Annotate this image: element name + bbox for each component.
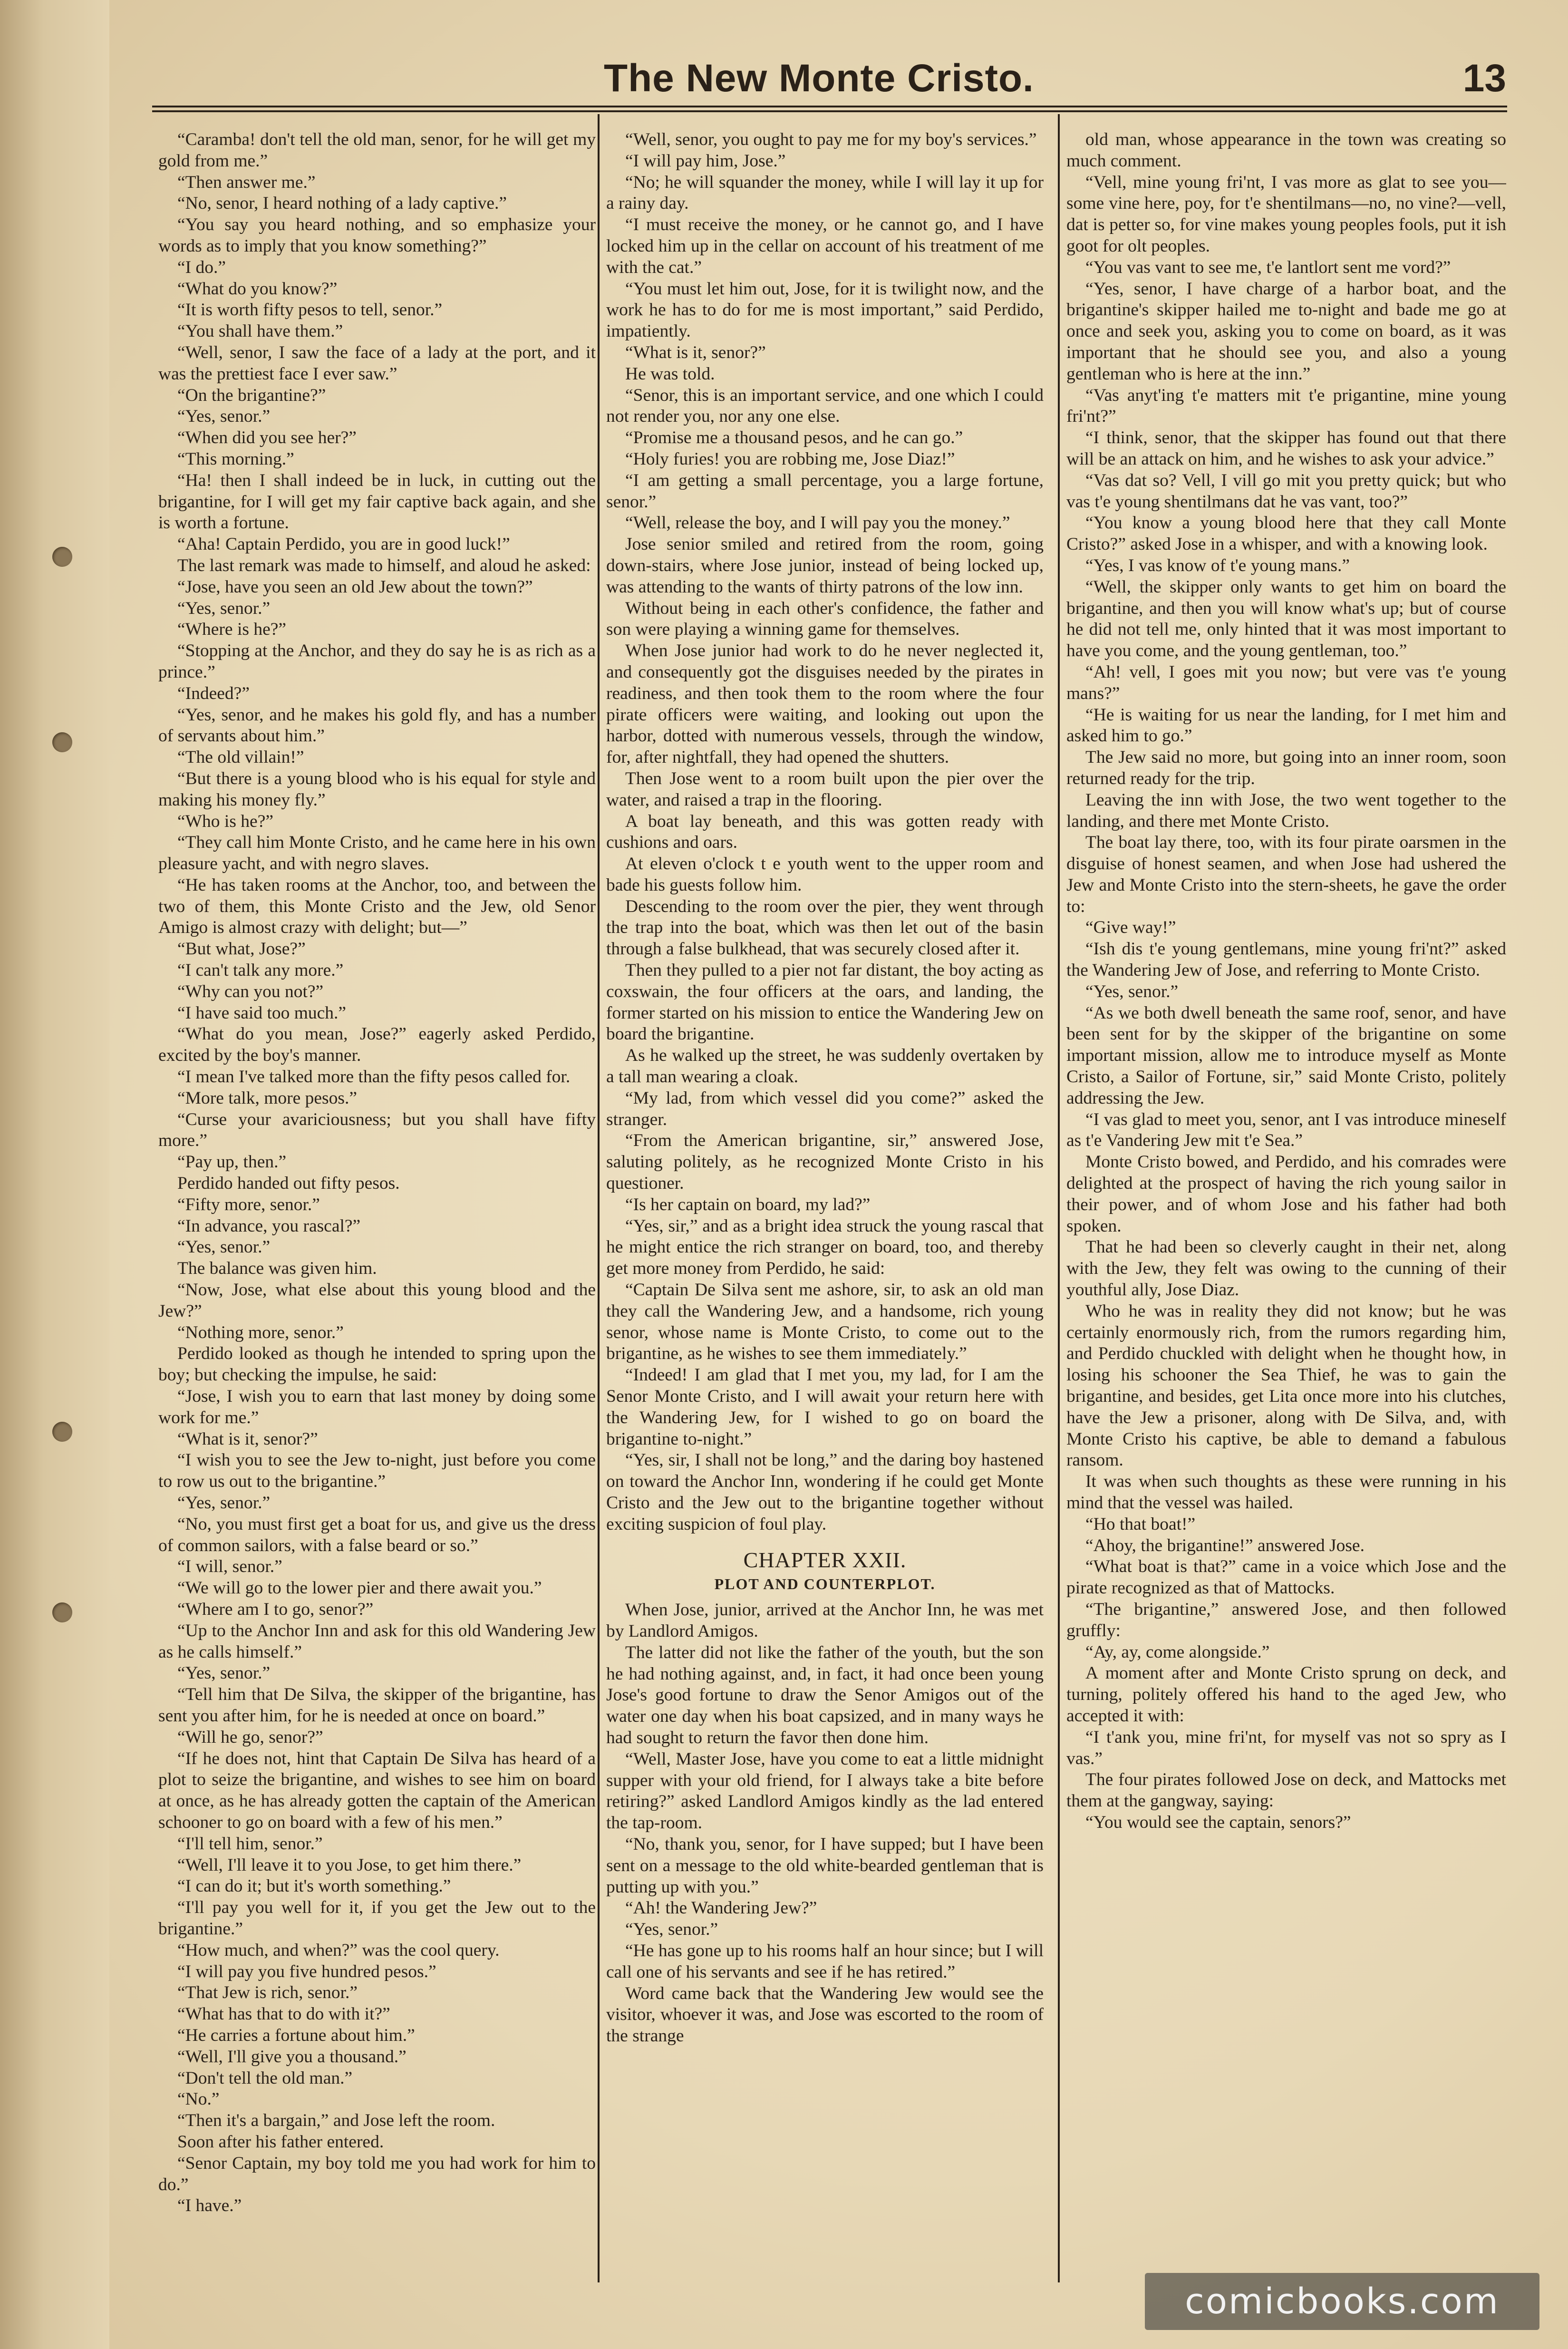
paragraph: “Yes, sir,” and as a bright idea struck the young rascal that he might entice the rich stranger on board, too, and thereby get more money from Perdido, he said: (606, 1216, 1044, 1279)
paragraph: “No, senor, I heard nothing of a lady captive.” (177, 194, 507, 214)
binding-edge (0, 0, 109, 2349)
paragraph: “Ahoy, the brigantine!” answered Jose. (1085, 1535, 1365, 1555)
paragraph: “I mean I've talked more than the fifty pesos called for. (177, 1067, 571, 1087)
paragraph: “He is waiting for us near the landing, for I met him and asked him to go.” (1066, 705, 1506, 746)
paragraph: “Then answer me.” (177, 172, 316, 192)
binding-hole (52, 732, 72, 752)
paragraph: “I can't talk any more.” (177, 961, 344, 980)
paragraph: “I think, senor, that the skipper has found out that there will be an attack on him, and he wishes to ask your advice.” (1066, 428, 1506, 469)
paragraph: “Ha! then I shall indeed be in luck, in cutting out the brigantine, for I will get my fair captive back again, and she is worth a fortune. (158, 470, 596, 533)
paragraph: “When did you see her?” (177, 428, 357, 448)
paragraph: Monte Cristo bowed, and Perdido, and his comrades were delighted at the prospect of having the rich young sailor in their power, and of whom Jose and his father had both spoken. (1066, 1152, 1506, 1236)
paragraph: “Where am I to go, senor?” (177, 1599, 374, 1619)
column-rule (1058, 114, 1060, 2282)
paragraph: “I will pay him, Jose.” (625, 151, 786, 171)
binding-hole (52, 1602, 72, 1622)
text-column-1 (158, 129, 596, 2279)
paragraph: “What boat is that?” came in a voice which Jose and the pirate recognized as that of Mattocks. (1066, 1557, 1506, 1598)
paragraph: “Yes, senor.” (177, 407, 271, 427)
paragraph: It was when such thoughts as these were running in his mind that the vessel was hailed. (1066, 1472, 1506, 1513)
paragraph: “I have.” (177, 2196, 242, 2216)
paragraph: “Jose, I wish you to earn that last money by doing some work for me.” (158, 1387, 596, 1427)
paragraph: “Will he go, senor?” (177, 1727, 323, 1747)
paragraph: “Don't tell the old man.” (177, 2068, 353, 2088)
paragraph: “I have said too much.” (177, 1003, 347, 1023)
paragraph: When Jose junior had work to do he never neglected it, and consequently got the disguises needed by the pirates in readiness, and then took them to the room where the four pirate officers were waiting, and looking out upon the harbor, dotted with numerous vessels, through the window, for, after nightfall, they had opened the shutters. (606, 641, 1044, 767)
paragraph: “I will, senor.” (177, 1557, 282, 1577)
paragraph: “Curse your avariciousness; but you shall have fifty more.” (158, 1109, 596, 1151)
paragraph: “Who is he?” (177, 811, 273, 831)
paragraph: “On the brigantine?” (177, 385, 326, 405)
paragraph: Word came back that the Wandering Jew would see the visitor, whoever it was, and Jose was escorted to the room of the strange (606, 1983, 1044, 2046)
paragraph: “Vas dat so? Vell, I vill go mit you pretty quick; but who vas t'e young shentilmans dat he vas vant, too?” (1066, 470, 1506, 512)
column-rule (598, 114, 600, 2282)
paragraph: “What has that to do with it?” (177, 2004, 390, 2024)
paragraph: “Is her captain on board, my lad?” (625, 1194, 871, 1214)
paragraph: “Captain De Silva sent me ashore, sir, to ask an old man they call the Wandering Jew, and a handsome, rich young senor, whose name is Monte Cristo, to come out to the brigantine, as he wishes to see them immediately.” (606, 1280, 1044, 1364)
paragraph: A moment after and Monte Cristo sprung on deck, and turning, politely offered his hand to the aged Jew, who accepted it with: (1066, 1663, 1506, 1726)
paragraph: “Indeed! I am glad that I met you, my lad, for I am the Senor Monte Cristo, and I will await your return here with the Wandering Jew, for I wished to go on board the brigantine to-night.” (606, 1365, 1044, 1449)
paragraph: “He carries a fortune about him.” (177, 2025, 415, 2045)
paragraph: He was told. (625, 364, 715, 384)
text-column-3 (1066, 129, 1506, 2279)
paragraph: “In advance, you rascal?” (177, 1216, 361, 1236)
paragraph: “Senor, this is an important service, and one which I could not render you, nor any one else. (606, 385, 1044, 427)
paragraph: “Ish dis t'e young gentlemans, mine young fri'nt?” asked the Wandering Jew of Jose, and referring to Monte Cristo. (1066, 939, 1506, 980)
paragraph: “Indeed?” (177, 683, 250, 703)
paragraph: “Well, senor, you ought to pay me for my boy's services.” (625, 130, 1037, 149)
paragraph: “You would see the captain, senors?” (1085, 1812, 1351, 1832)
paragraph: Perdido looked as though he intended to spring upon the boy; but checking the impulse, he said: (158, 1344, 596, 1385)
paragraph: “That Jew is rich, senor.” (177, 1983, 358, 2003)
paragraph: “Caramba! don't tell the old man, senor, for he will get my gold from me.” (158, 130, 596, 171)
paragraph: “Yes, senor.” (177, 1237, 271, 1257)
paragraph: “Now, Jose, what else about this young blood and the Jew?” (158, 1280, 596, 1321)
paragraph: “You shall have them.” (177, 321, 343, 341)
paragraph: Perdido handed out fifty pesos. (177, 1174, 400, 1194)
paragraph: “What is it, senor?” (625, 342, 766, 362)
paragraph: “Promise me a thousand pesos, and he can go.” (625, 428, 963, 448)
paragraph: “Holy furies! you are robbing me, Jose Diaz!” (625, 449, 955, 469)
paragraph: “My lad, from which vessel did you come?” asked the stranger. (606, 1088, 1044, 1129)
paragraph: “No, thank you, senor, for I have supped; but I have been sent on a message to the old white-bearded gentleman that is putting up with you.” (606, 1834, 1044, 1897)
page-title: The New Monte Cristo. (604, 57, 1034, 100)
paragraph: “I'll pay you well for it, if you get the Jew out to the brigantine.” (158, 1898, 596, 1939)
paragraph: “But there is a young blood who is his equal for style and making his money fly.” (158, 768, 596, 810)
paragraph: “This morning.” (177, 449, 294, 469)
paragraph: The Jew said no more, but going into an inner room, soon returned ready for the trip. (1066, 747, 1506, 788)
page-number: 13 (1462, 57, 1506, 100)
paragraph: “I am getting a small percentage, you a large fortune, senor.” (606, 470, 1044, 512)
paragraph: “You know a young blood here that they call Monte Cristo?” asked Jose in a whisper, and with a knowing look. (1066, 513, 1506, 554)
header-rule (152, 106, 1507, 107)
paragraph: “Yes, senor.” (177, 598, 271, 618)
paragraph: “Where is he?” (177, 620, 287, 640)
paragraph: “Yes, sir, I shall not be long,” and the daring boy hastened on toward the Anchor Inn, wondering if he could get Monte Cristo and the Jew out to the brigantine together without exciting suspicion of foul play. (606, 1450, 1044, 1534)
paragraph: “Well, I'll give you a thousand.” (177, 2047, 407, 2067)
paragraph: “As we both dwell beneath the same roof, senor, and have been sent for by the skipper of the brigantine on some important mission, allow me to introduce myself as Monte Cristo, a Sailor of Fortune, sir,” said Monte Cristo, politely addressing the Jew. (1066, 1003, 1506, 1108)
paragraph: “Ah! vell, I goes mit you now; but vere vas t'e young mans?” (1066, 662, 1506, 703)
paragraph: As he walked up the street, he was suddenly overtaken by a tall man wearing a cloak. (606, 1046, 1044, 1087)
paragraph: “Yes, senor.” (177, 1493, 271, 1513)
paragraph: “Aha! Captain Perdido, you are in good luck!” (177, 534, 510, 554)
paragraph: “No; he will squander the money, while I will lay it up for a rainy day. (606, 172, 1044, 214)
paragraph: “I must receive the money, or he cannot go, and I have locked him up in the cellar on account of his treatment of me with the cat.” (606, 215, 1044, 277)
paragraph: “Vas anyt'ing t'e matters mit t'e prigantine, mine young fri'nt?” (1066, 385, 1506, 427)
paragraph: The latter did not like the father of the youth, but the son he had nothing against, and, in fact, it had once been young Jose's good fortune to draw the Senor Amigos out of the water one day when his boat capsized, and in many ways he had sought to return the favor then done him. (606, 1642, 1044, 1747)
paragraph: “He has gone up to his rooms half an hour since; but I will call one of his servants and see if he has retired.” (606, 1941, 1044, 1982)
paragraph: old man, whose appearance in the town was creating so much comment. (1066, 130, 1506, 171)
paragraph: Who he was in reality they did not know; but he was certainly enormously rich, from the rumors regarding him, and Perdido chuckled with delight when he thought how, in losing his schooner the Sea Thief, he was to gain the brigantine, and besides, get Lita once more into his clutches, have the Jew a prisoner, along with De Silva, and, with Monte Cristo his captive, be able to demand a fabulous ransom. (1066, 1301, 1506, 1470)
paragraph: “Give way!” (1085, 918, 1176, 938)
paragraph: “Fifty more, senor.” (177, 1194, 320, 1214)
paragraph: “It is worth fifty pesos to tell, senor.” (177, 300, 443, 320)
paragraph: “From the American brigantine, sir,” answered Jose, saluting politely, as he recognized Monte Cristo in his questioner. (606, 1131, 1044, 1194)
paragraph: “No, you must first get a boat for us, and give us the dress of common sailors, with a false beard or so.” (158, 1514, 596, 1555)
paragraph: “Ah! the Wandering Jew?” (625, 1898, 817, 1918)
paragraph: “I will pay you five hundred pesos.” (177, 1961, 436, 1981)
paragraph: “If he does not, hint that Captain De Silva has heard of a plot to seize the brigantine, and wishes to see him on board at once, as he has already gotten the captain of the American schooner to go on board with a few of his men.” (158, 1748, 596, 1832)
paragraph: “Ho that boat!” (1085, 1514, 1196, 1534)
chapter-title: CHAPTER XXII. (743, 1547, 907, 1572)
paragraph: “The brigantine,” answered Jose, and then followed gruffly: (1066, 1599, 1506, 1640)
paragraph: The four pirates followed Jose on deck, and Mattocks met them at the gangway, saying: (1066, 1770, 1506, 1811)
paragraph: “Senor Captain, my boy told me you had work for him to do.” (158, 2153, 596, 2194)
binding-hole (52, 1422, 72, 1442)
paragraph: “Well, release the boy, and I will pay you the money.” (625, 513, 1010, 533)
paragraph: “Vell, mine young fri'nt, I vas more as glat to see you—some vine here, poy, for t'e shentilmans—no, no vine?—vell, dat is petter so, for vine makes young peoples fools, put it ish goot for olt peoples. (1066, 172, 1506, 256)
paragraph: “I can do it; but it's worth something.” (177, 1876, 451, 1896)
paragraph: “Well, senor, I saw the face of a lady at the port, and it was the prettiest face I ever saw.” (158, 342, 596, 384)
paragraph: Soon after his father entered. (177, 2132, 384, 2152)
header-rule (152, 110, 1507, 112)
paragraph: “Well, Master Jose, have you come to eat a little midnight supper with your old friend, for I always take a bite before retiring?” asked Landlord Amigos kindly as the lad entered the tap-room. (606, 1749, 1044, 1833)
paragraph: Leaving the inn with Jose, the two went together to the landing, and there met Monte Cristo. (1066, 790, 1506, 831)
paragraph: “What do you know?” (177, 279, 338, 299)
paragraph: “Well, the skipper only wants to get him on board the brigantine, and then you will know what's up; but of course he did not tell me, only hinted that it was most important to have you come, and the young gentleman, too.” (1066, 577, 1506, 661)
chapter-subtitle: PLOT AND COUNTERPLOT. (714, 1575, 936, 1593)
paragraph: “They call him Monte Cristo, and he came here in his own pleasure yacht, and with negro slaves. (158, 833, 596, 874)
paragraph: “What do you mean, Jose?” eagerly asked Perdido, excited by the boy's manner. (158, 1024, 596, 1066)
paragraph: “Up to the Anchor Inn and ask for this old Wandering Jew as he calls himself.” (158, 1621, 596, 1662)
paragraph: “Jose, have you seen an old Jew about the town?” (177, 577, 533, 597)
paragraph: “Why can you not?” (177, 981, 324, 1001)
binding-hole (52, 547, 72, 567)
paragraph: “What is it, senor?” (177, 1429, 318, 1449)
paragraph: The boat lay there, too, with its four pirate oarsmen in the disguise of honest seamen, and when Jose had ushered the Jew and Monte Cristo into the stern-sheets, he gave the order to: (1066, 833, 1506, 916)
paragraph: “I'll tell him, senor.” (177, 1834, 323, 1854)
paragraph: “Then it's a bargain,” and Jose left the room. (177, 2111, 495, 2131)
paragraph: “I wish you to see the Jew to-night, just before you come to row us out to the brigantine.” (158, 1450, 596, 1492)
paragraph: Then Jose went to a room built upon the pier over the water, and raised a trap in the flooring. (606, 768, 1044, 810)
paragraph: At eleven o'clock t e youth went to the upper room and bade his guests follow him. (606, 854, 1044, 895)
paragraph: “But what, Jose?” (177, 939, 306, 959)
paragraph: The last remark was made to himself, and aloud he asked: (177, 555, 591, 575)
paragraph: “Yes, senor.” (1085, 981, 1179, 1001)
paragraph: “No.” (177, 2089, 220, 2109)
paragraph: “I t'ank you, mine fri'nt, for myself vas not so spry as I vas.” (1066, 1727, 1506, 1768)
paragraph: “Yes, senor.” (625, 1920, 718, 1940)
paragraph: “Yes, senor, I have charge of a harbor boat, and the brigantine's skipper hailed me to-night and bade me go at once and seek you, asking you to come on board, as it was important that he should see you, and also a young gentleman who is here at the inn.” (1066, 279, 1506, 384)
paragraph: “He has taken rooms at the Anchor, too, and between the two of them, this Monte Cristo and the Jew, old Senor Amigo is almost crazy with delight; but—” (158, 875, 596, 938)
paragraph: When Jose, junior, arrived at the Anchor Inn, he was met by Landlord Amigos. (606, 1600, 1044, 1641)
paragraph: “Yes, senor, and he makes his gold fly, and has a number of servants about him.” (158, 705, 596, 746)
paragraph: “Pay up, then.” (177, 1152, 287, 1172)
paragraph: “You say you heard nothing, and so emphasize your words as to imply that you know something?” (158, 215, 596, 256)
paragraph: Then they pulled to a pier not far distant, the boy acting as coxswain, the four officers at the oars, and landing, the former started on his mission to entice the Wandering Jew on board the brigantine. (606, 961, 1044, 1044)
text-column-2 (606, 129, 1044, 2279)
paragraph: “You must let him out, Jose, for it is twilight now, and the work he has to do for me is most important,” said Perdido, impatiently. (606, 279, 1044, 341)
paragraph: Jose senior smiled and retired from the room, going down-stairs, where Jose junior, instead of being locked up, was attending to the wants of thirty patrons of the low inn. (606, 534, 1044, 597)
paragraph: “Yes, senor.” (177, 1663, 271, 1683)
paragraph: “Ay, ay, come alongside.” (1085, 1642, 1270, 1662)
paragraph: That he had been so cleverly caught in their net, along with the Jew, they felt was owing to the cunning of their youthful ally, Jose Diaz. (1066, 1237, 1506, 1300)
paragraph: “We will go to the lower pier and there await you.” (177, 1578, 542, 1598)
paragraph: A boat lay beneath, and this was gotten ready with cushions and oars. (606, 811, 1044, 853)
paragraph: The balance was given him. (177, 1259, 377, 1279)
paragraph: “I vas glad to meet you, senor, ant I vas introduce mineself as t'e Vandering Jew mit t'e Sea.” (1066, 1109, 1506, 1151)
paragraph: “You vas vant to see me, t'e lantlort sent me vord?” (1085, 257, 1451, 277)
paragraph: “The old villain!” (177, 747, 304, 767)
paragraph: “Nothing more, senor.” (177, 1322, 344, 1342)
paragraph: Without being in each other's confidence, the father and son were playing a winning game for themselves. (606, 598, 1044, 640)
paragraph: “Yes, I vas know of t'e young mans.” (1085, 555, 1350, 575)
paragraph: “Stopping at the Anchor, and they do say he is as rich as a prince.” (158, 641, 596, 682)
paragraph: Descending to the room over the pier, they went through the trap into the boat, which was then let out of the basin through a false bulkhead, that was securely closed after it. (606, 896, 1044, 959)
paragraph: “How much, and when?” was the cool query. (177, 1940, 500, 1960)
paragraph: “More talk, more pesos.” (177, 1088, 358, 1108)
paragraph: “Well, I'll leave it to you Jose, to get him there.” (177, 1855, 522, 1875)
paragraph: “I do.” (177, 257, 226, 277)
watermark: comicbooks.com (1145, 2273, 1539, 2330)
paragraph: “Tell him that De Silva, the skipper of the brigantine, has sent you after him, for he is needed at once on board.” (158, 1685, 596, 1726)
